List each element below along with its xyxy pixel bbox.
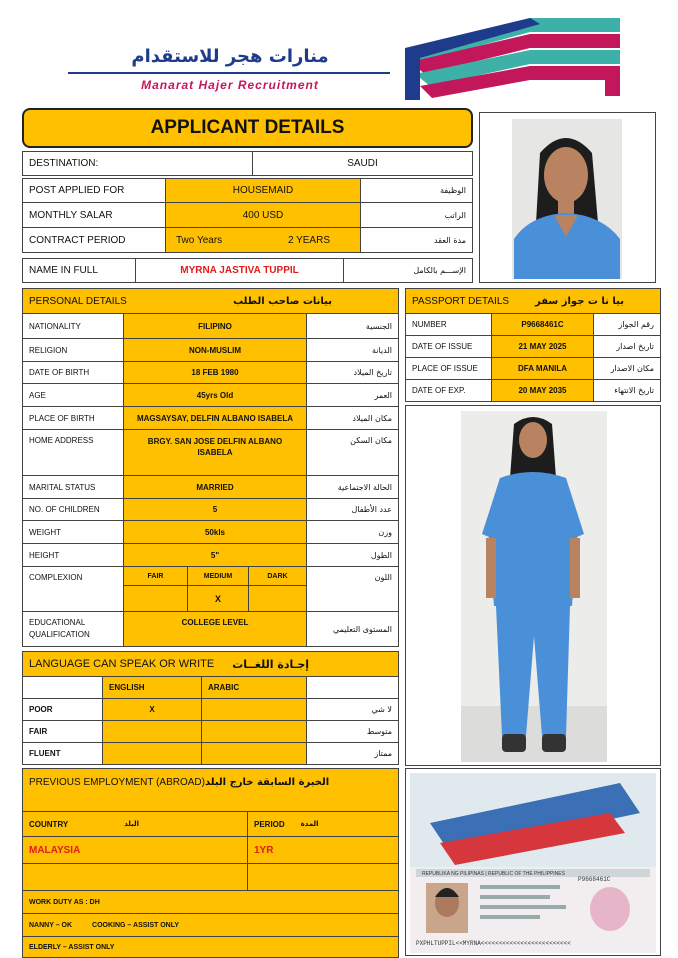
nanny-cooking: [22, 913, 399, 937]
language-col-blank: [306, 676, 399, 699]
employment-title: PREVIOUS EMPLOYMENT (ABROAD): [29, 777, 205, 788]
salary-arabic: الراتب: [360, 202, 473, 228]
education-label: EDUCATIONAL QUALIFICATION: [22, 611, 124, 647]
complexion-arabic: اللون: [306, 566, 399, 612]
destination-value: SAUDI: [252, 151, 473, 176]
personal-value: MARRIED: [123, 475, 307, 499]
contract-arabic: مدة العقد: [360, 227, 473, 253]
language-arabic-mark: [201, 698, 307, 721]
passport-value: P9668461C: [491, 313, 594, 336]
personal-arabic: عدد الأطفال: [306, 498, 399, 521]
language-level-arabic: متوسط: [306, 720, 399, 743]
passport-label: NUMBER: [405, 313, 492, 336]
personal-label: RELIGION: [22, 338, 124, 362]
language-english-mark: [102, 742, 202, 765]
personal-arabic: العمر: [306, 383, 399, 407]
passport-label: PLACE OF ISSUE: [405, 357, 492, 380]
language-level: POOR: [22, 698, 103, 721]
logo-underline: [68, 72, 390, 74]
personal-arabic: الجنسية: [306, 313, 399, 339]
personal-value: NON-MUSLIM: [123, 338, 307, 362]
full-body-photo-image: [406, 406, 661, 766]
logo: [60, 10, 630, 100]
period-value: 1YR: [254, 844, 274, 856]
language-english-mark: X: [102, 698, 202, 721]
personal-value: 5": [123, 543, 307, 567]
personal-value: 50kls: [123, 520, 307, 544]
personal-label: NATIONALITY: [22, 313, 124, 339]
name-label: NAME IN FULL: [22, 258, 136, 283]
personal-arabic: الطول: [306, 543, 399, 567]
passport-scan: [405, 768, 661, 956]
complexion-box-fair: [123, 585, 188, 612]
complexion-mark: X: [187, 585, 249, 612]
complexion-opt-dark: DARK: [248, 566, 307, 586]
personal-label: HEIGHT: [22, 543, 124, 567]
passport-scan-number: P9668461C: [578, 876, 611, 883]
language-level-arabic: لا شي: [306, 698, 399, 721]
personal-arabic: مكان السكن: [306, 429, 399, 476]
employment-title-arabic: الخبرة السابقة خارج البلد: [204, 777, 330, 788]
language-title: LANGUAGE CAN SPEAK OR WRITE: [29, 658, 215, 670]
complexion-opt-medium: MEDIUM: [187, 566, 249, 586]
language-level: FLUENT: [22, 742, 103, 765]
personal-arabic: وزن: [306, 520, 399, 544]
personal-arabic: الديانة: [306, 338, 399, 362]
page-title: APPLICANT DETAILS: [22, 108, 473, 148]
post-value: HOUSEMAID: [165, 178, 361, 203]
language-col-arabic: ARABIC: [201, 676, 307, 699]
contract-text-a: Two Years: [176, 234, 223, 246]
personal-label: DATE OF BIRTH: [22, 361, 124, 384]
passport-arabic: مكان الاصدار: [593, 357, 661, 380]
complexion-label: COMPLEXION: [22, 566, 124, 612]
passport-label: DATE OF ISSUE: [405, 335, 492, 358]
personal-arabic: مكان الميلاد: [306, 406, 399, 430]
post-arabic: الوظيفة: [360, 178, 473, 203]
personal-arabic: الحالة الاجتماعية: [306, 475, 399, 499]
passport-arabic: رقم الجواز: [593, 313, 661, 336]
employment-header: [22, 768, 399, 812]
language-arabic-mark: [201, 742, 307, 765]
logo-arabic-text: منارات هجر للاستقدام: [131, 46, 329, 67]
contract-text-b: 2 YEARS: [287, 234, 330, 246]
country-label: COUNTRY: [29, 819, 69, 829]
education-arabic: المستوى التعليمي: [306, 611, 399, 647]
complexion-opt-fair: FAIR: [123, 566, 188, 586]
destination-label: DESTINATION:: [22, 151, 253, 176]
personal-label: AGE: [22, 383, 124, 407]
salary-value: 400 USD: [165, 202, 361, 228]
work-duty: WORK DUTY AS : DH: [22, 890, 399, 914]
personal-label: MARITAL STATUS: [22, 475, 124, 499]
salary-label: MONTHLY SALAR: [22, 202, 166, 228]
period-label: PERIOD: [254, 819, 285, 829]
personal-value: 45yrs Old: [123, 383, 307, 407]
employment-country-label: [22, 811, 248, 837]
post-label: POST APPLIED FOR: [22, 178, 166, 203]
personal-value: BRGY. SAN JOSE DELFIN ALBANO ISABELA: [123, 429, 307, 476]
passport-arabic: تاريخ الانتهاء: [593, 379, 661, 402]
personal-arabic: تاريخ الميلاد: [306, 361, 399, 384]
language-level-arabic: ممتاز: [306, 742, 399, 765]
passport-scan-header: REPUBLIKA NG PILIPINAS | REPUBLIC OF THE PHILIPPINES: [422, 871, 565, 877]
passport-value: 20 MAY 2035: [491, 379, 594, 402]
passport-title: PASSPORT DETAILS: [412, 295, 510, 307]
passport-title-arabic: بيا نا ت جواز سفر: [535, 295, 624, 307]
elderly-text: ELDERLY – ASSIST ONLY: [22, 936, 399, 958]
employment-blank-row-period: [247, 863, 399, 891]
period-label-arabic: المدة: [300, 820, 319, 828]
language-col-english: ENGLISH: [102, 676, 202, 699]
portrait-photo: [479, 112, 656, 283]
language-header: [22, 651, 399, 677]
passport-value: 21 MAY 2025: [491, 335, 594, 358]
employment-blank-row: [22, 863, 248, 891]
portrait-photo-image: [480, 113, 656, 283]
logo-english-text: Manarat Hajer Recruitment: [141, 78, 319, 92]
passport-arabic: تاريخ اصدار: [593, 335, 661, 358]
personal-header: [22, 288, 399, 314]
passport-value: DFA MANILA: [491, 357, 594, 380]
contract-label: CONTRACT PERIOD: [22, 227, 166, 253]
country-value: MALAYSIA: [29, 844, 81, 856]
education-value: COLLEGE LEVEL: [123, 611, 307, 647]
personal-value: FILIPINO: [123, 313, 307, 339]
contract-value: [165, 227, 361, 253]
personal-label: PLACE OF BIRTH: [22, 406, 124, 430]
employment-country-value: [22, 836, 248, 864]
name-arabic: الإســـم بالكامل: [343, 258, 473, 283]
personal-value: 18 FEB 1980: [123, 361, 307, 384]
personal-title-arabic: بيانات صاحب الطلب: [233, 295, 332, 307]
nanny-text: NANNY – OK: [29, 921, 73, 929]
passport-label: DATE OF EXP.: [405, 379, 492, 402]
personal-label: WEIGHT: [22, 520, 124, 544]
personal-label: NO. OF CHILDREN: [22, 498, 124, 521]
language-level: FAIR: [22, 720, 103, 743]
language-english-mark: [102, 720, 202, 743]
employment-period-label: [247, 811, 399, 837]
complexion-box-dark: [248, 585, 307, 612]
cooking-text: COOKING – ASSIST ONLY: [92, 921, 180, 929]
passport-scan-image: [410, 773, 656, 953]
language-title-arabic: إجـادة اللغــات: [232, 657, 310, 671]
passport-scan-mrz: PXPHLTUPPIL<<MYRNA<<<<<<<<<<<<<<<<<<<<<<<<<: [416, 940, 571, 947]
personal-value: MAGSAYSAY, DELFIN ALBANO ISABELA: [123, 406, 307, 430]
language-arabic-mark: [201, 720, 307, 743]
country-label-arabic: البلد: [124, 820, 140, 828]
name-value: MYRNA JASTIVA TUPPIL: [135, 258, 344, 283]
employment-period-value: [247, 836, 399, 864]
passport-header: [405, 288, 661, 314]
personal-title: PERSONAL DETAILS: [29, 295, 127, 307]
language-corner: [22, 676, 103, 699]
personal-value: 5: [123, 498, 307, 521]
personal-label: HOME ADDRESS: [22, 429, 124, 476]
full-body-photo: [405, 405, 661, 766]
